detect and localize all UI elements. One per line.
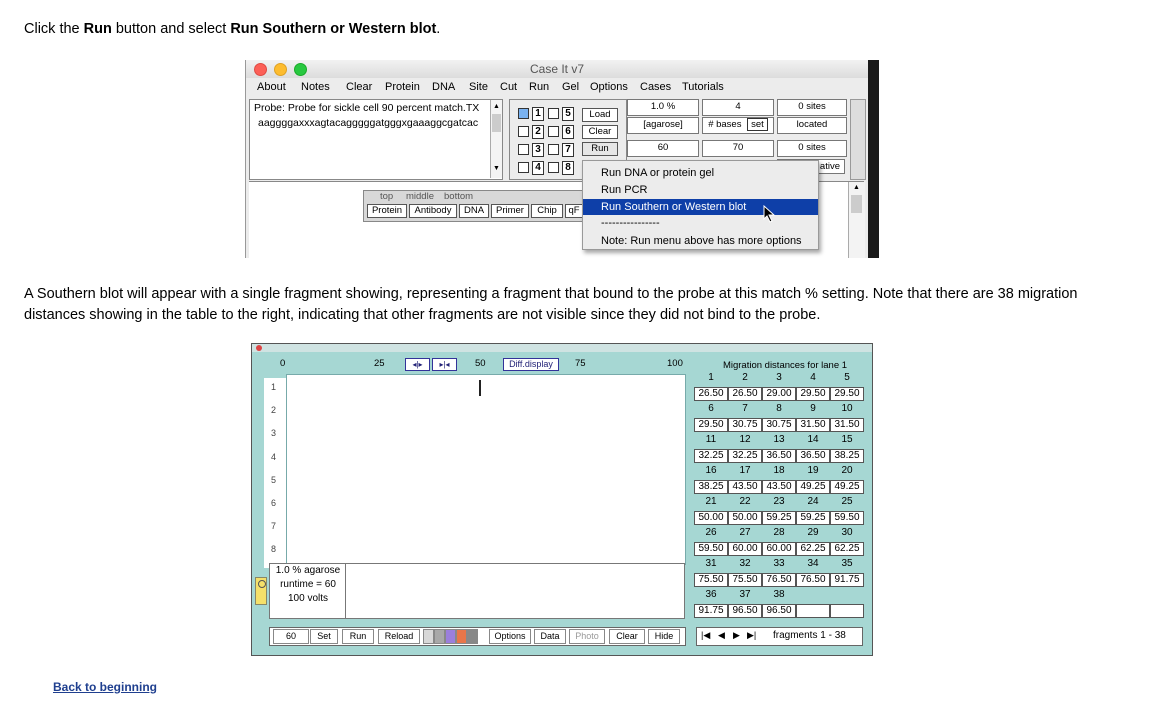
photo-button[interactable]: Photo: [569, 629, 605, 644]
clear-button[interactable]: Clear: [609, 629, 645, 644]
notes-area[interactable]: [345, 563, 685, 619]
ruler-tick: 0: [280, 358, 286, 369]
lane-checkbox-7[interactable]: [548, 144, 559, 155]
migration-distance-cell[interactable]: 30.75: [728, 418, 762, 432]
tab-middle[interactable]: middle: [406, 191, 434, 202]
probe-sequence: aaggggaxxxagtacagggggatgggxgaaaggcgatcac: [258, 117, 479, 129]
bases-set-button[interactable]: set: [747, 118, 768, 131]
load-button[interactable]: Load: [582, 108, 618, 122]
run-info-panel: [269, 563, 347, 619]
migration-distance-cell[interactable]: 59.50: [694, 542, 728, 556]
lane-label: 8: [271, 544, 277, 554]
lane-label: 7: [271, 521, 277, 531]
fragment-index: 10: [841, 403, 853, 414]
instruction-text: Click the: [24, 21, 84, 37]
fragments-label: fragments 1 - 38: [773, 630, 846, 641]
window-title: Case It v7: [529, 62, 585, 76]
color-swatch-gray2[interactable]: [467, 629, 478, 644]
lane-checkbox-1[interactable]: [518, 108, 529, 119]
migration-distance-cell[interactable]: 49.25: [796, 480, 830, 494]
menu-clear[interactable]: Clear: [346, 81, 373, 93]
ruler-tick: 50: [475, 358, 486, 369]
blot-titlebar: [252, 344, 872, 352]
lane-number: 3: [532, 143, 544, 157]
fragment-index: 2: [742, 372, 748, 383]
expand-icon[interactable]: ◂|▸: [405, 358, 430, 371]
lane-checkbox-2[interactable]: [518, 126, 529, 137]
fragment-index: 8: [776, 403, 782, 414]
close-icon[interactable]: [256, 345, 262, 351]
runtime-info: runtime = 60: [280, 579, 336, 590]
fragment-index: 13: [773, 434, 785, 445]
menu-dna[interactable]: DNA: [432, 81, 456, 93]
menu-cut[interactable]: Cut: [500, 81, 518, 93]
ruler-tick: 100: [667, 358, 683, 369]
runtime-input[interactable]: 60: [273, 629, 309, 644]
migration-distance-cell[interactable]: 59.25: [796, 511, 830, 525]
probe-panel: [249, 99, 503, 180]
window-titlebar: [246, 60, 868, 78]
run-button[interactable]: Run: [342, 629, 374, 644]
migration-distance-cell[interactable]: 60.00: [762, 542, 796, 556]
migration-distance-cell[interactable]: 59.25: [762, 511, 796, 525]
fragment-index: 22: [739, 496, 751, 507]
fragment-index: 19: [807, 465, 819, 476]
thermometer-icon[interactable]: [255, 577, 267, 605]
fragment-index: 34: [807, 558, 819, 569]
fragment-index: 33: [773, 558, 785, 569]
migration-distance-cell[interactable]: [796, 604, 830, 618]
fragment-index: 6: [708, 403, 714, 414]
instruction-text: button and select: [111, 21, 231, 37]
lane-checkbox-6[interactable]: [548, 126, 559, 137]
migration-distance-cell[interactable]: 31.50: [796, 418, 830, 432]
menu-cases[interactable]: Cases: [640, 81, 672, 93]
migration-table: [694, 372, 866, 622]
migration-distance-cell[interactable]: 76.50: [762, 573, 796, 587]
fragment-index: 24: [807, 496, 819, 507]
fragment-index: 15: [841, 434, 853, 445]
migration-distance-cell[interactable]: 75.50: [694, 573, 728, 587]
migration-distance-cell[interactable]: 96.50: [728, 604, 762, 618]
lane-number: 2: [532, 125, 544, 139]
lane-checkbox-4[interactable]: [518, 162, 529, 173]
migration-distance-cell[interactable]: 26.50: [728, 387, 762, 401]
fragment-index: 25: [841, 496, 853, 507]
fragment-index: 29: [807, 527, 819, 538]
fragment-index: 37: [739, 589, 751, 600]
lane-number: 5: [562, 107, 574, 121]
fragment-index: 3: [776, 372, 782, 383]
fragment-nav: [696, 627, 863, 646]
fragment-index: 20: [841, 465, 853, 476]
migration-distance-cell[interactable]: 32.25: [728, 449, 762, 463]
menu-site[interactable]: Site: [469, 81, 488, 93]
migration-distance-cell[interactable]: 32.25: [694, 449, 728, 463]
agarose-label: [agarose]: [627, 117, 699, 134]
data-button[interactable]: Data: [534, 629, 566, 644]
instruction-1: [24, 19, 440, 40]
probe-title: Probe: Probe for sickle cell 90 percent match.TX: [254, 102, 480, 114]
migration-distance-cell[interactable]: 96.50: [762, 604, 796, 618]
fragment-index: 1: [708, 372, 714, 383]
mouse-cursor-icon: [763, 205, 777, 223]
lane-number: 1: [532, 107, 544, 121]
sites-value-top: 0 sites: [777, 99, 847, 116]
fragment-index: 5: [844, 372, 850, 383]
color-swatch-orange[interactable]: [456, 629, 467, 644]
minimize-icon[interactable]: [274, 63, 287, 76]
scroll-up-icon[interactable]: ▲: [493, 103, 500, 110]
migration-title: Migration distances for lane 1: [722, 360, 848, 371]
scroll-thumb[interactable]: [492, 114, 501, 132]
next-icon[interactable]: ▶: [733, 630, 740, 640]
hide-button[interactable]: Hide: [648, 629, 680, 644]
run-button[interactable]: Run: [582, 142, 618, 156]
sites-value-bottom: 0 sites: [777, 140, 847, 157]
migration-distance-cell[interactable]: 91.75: [830, 573, 864, 587]
scroll-down-icon[interactable]: ▼: [493, 165, 500, 172]
migration-distance-cell[interactable]: 38.25: [694, 480, 728, 494]
tab-primer[interactable]: Primer: [491, 204, 529, 218]
migration-distance-cell[interactable]: 50.00: [694, 511, 728, 525]
relative-cell-partial[interactable]: ative: [777, 159, 845, 174]
blot-gel-area: [286, 374, 686, 565]
match-percent-value[interactable]: 70: [702, 140, 774, 157]
case-it-window-screenshot: [245, 60, 879, 258]
lane-label: 2: [271, 405, 277, 415]
menu-run[interactable]: Run: [529, 81, 550, 93]
close-icon[interactable]: [254, 63, 267, 76]
color-swatch-gray[interactable]: [423, 629, 434, 644]
menu-tutorials[interactable]: Tutorials: [682, 81, 724, 93]
migration-distance-cell[interactable]: 38.25: [830, 449, 864, 463]
fragment-index: 30: [841, 527, 853, 538]
migration-distance-cell[interactable]: 36.50: [796, 449, 830, 463]
bases-value[interactable]: 4: [702, 99, 774, 116]
migration-distance-cell[interactable]: 29.50: [830, 387, 864, 401]
reload-button[interactable]: Reload: [378, 629, 420, 644]
first-icon[interactable]: |◀: [701, 630, 711, 640]
fragment-index: 11: [705, 434, 717, 445]
zoom-icon[interactable]: [294, 63, 307, 76]
instruction-text: .: [436, 21, 441, 37]
southern-blot-screenshot: [251, 343, 873, 656]
options-button[interactable]: Options: [489, 629, 531, 644]
lane-checkbox-3[interactable]: [518, 144, 529, 155]
window-edge: [868, 60, 879, 258]
tab-qpcr[interactable]: qF: [565, 204, 583, 218]
migration-distance-cell[interactable]: 26.50: [694, 387, 728, 401]
menu-gel[interactable]: Gel: [562, 81, 580, 93]
fragment-index: 27: [739, 527, 751, 538]
fragment-index: 32: [739, 558, 751, 569]
tab-antibody[interactable]: Antibody: [409, 204, 457, 218]
tab-chip[interactable]: Chip: [531, 204, 563, 218]
fragment-index: 18: [773, 465, 785, 476]
migration-distance-cell[interactable]: 43.50: [728, 480, 762, 494]
bases-cell: [702, 117, 774, 134]
fragment-index: 14: [807, 434, 819, 445]
migration-distance-cell[interactable]: 36.50: [762, 449, 796, 463]
fragment-index: 28: [773, 527, 785, 538]
back-to-beginning-link[interactable]: Back to beginning: [53, 680, 158, 694]
prev-icon[interactable]: ◀: [718, 630, 725, 640]
tab-group: [363, 190, 585, 222]
instruction-bold-run: Run: [83, 21, 112, 37]
tab-bottom[interactable]: bottom: [444, 191, 474, 202]
migration-distance-cell[interactable]: 50.00: [728, 511, 762, 525]
fragment-index: 36: [705, 589, 717, 600]
scroll-up-icon[interactable]: ▲: [853, 184, 860, 191]
fragment-index: 23: [773, 496, 785, 507]
menu-notes[interactable]: Notes: [301, 81, 330, 93]
lane-number: 6: [562, 125, 574, 139]
fragment-index: 31: [705, 558, 717, 569]
clear-button[interactable]: Clear: [582, 125, 618, 139]
fragment-index: 12: [739, 434, 751, 445]
lane-number: 8: [562, 161, 574, 175]
lane-checkbox-5[interactable]: [548, 108, 559, 119]
fragment-index: 17: [739, 465, 751, 476]
migration-distance-cell[interactable]: 49.25: [830, 480, 864, 494]
blot-band[interactable]: [479, 380, 481, 396]
migration-distance-cell[interactable]: 59.50: [830, 511, 864, 525]
fragment-index: 26: [705, 527, 717, 538]
menu-about[interactable]: About: [257, 81, 286, 93]
set-button[interactable]: Set: [310, 629, 338, 644]
migration-distance-cell[interactable]: 60.00: [728, 542, 762, 556]
menu-separator: ----------------: [601, 217, 660, 229]
color-swatch-purple[interactable]: [445, 629, 456, 644]
menu-options[interactable]: Options: [590, 81, 628, 93]
fragment-index: 16: [705, 465, 717, 476]
lane-label: 5: [271, 475, 277, 485]
fragment-index: 35: [841, 558, 853, 569]
compress-icon[interactable]: ▸|◂: [432, 358, 457, 371]
migration-distance-cell[interactable]: [830, 604, 864, 618]
migration-distance-cell[interactable]: 31.50: [830, 418, 864, 432]
last-icon[interactable]: ▶|: [747, 630, 757, 640]
migration-distance-cell[interactable]: 75.50: [728, 573, 762, 587]
tab-dna[interactable]: DNA: [459, 204, 489, 218]
migration-distance-cell[interactable]: 62.25: [830, 542, 864, 556]
instruction-2: A Southern blot will appear with a single fragment showing, representing a fragment that bound to the probe at this match % setting. Note that there are 38 migration distances showing in the table to the right, indicating that other fragments are not visible since they did not bind to the probe.: [24, 286, 1078, 323]
lane-label: 6: [271, 498, 277, 508]
menu-item-run-southern-western[interactable]: Run Southern or Western blot: [583, 199, 818, 215]
menu-protein[interactable]: Protein: [385, 81, 420, 93]
fragment-index: 9: [810, 403, 816, 414]
migration-distance-cell[interactable]: 30.75: [762, 418, 796, 432]
run-popup-menu: [582, 160, 819, 250]
ruler-tick: 25: [374, 358, 385, 369]
lane-checkbox-8[interactable]: [548, 162, 559, 173]
fragment-index: 38: [773, 589, 785, 600]
agarose-percent[interactable]: 1.0 %: [627, 99, 699, 116]
lane-number: 7: [562, 143, 574, 157]
lane-labels: [264, 378, 286, 568]
runtime-value[interactable]: 60: [627, 140, 699, 157]
ruler-tick: 75: [575, 358, 586, 369]
volts-info: 100 volts: [287, 593, 329, 604]
migration-distance-cell[interactable]: 76.50: [796, 573, 830, 587]
lane-label: 4: [271, 452, 277, 462]
migration-distance-cell[interactable]: 29.00: [762, 387, 796, 401]
lower-scrollbar[interactable]: [848, 182, 865, 258]
menu-item-run-pcr[interactable]: Run PCR: [601, 184, 648, 196]
diff-display-button[interactable]: Diff.display: [503, 358, 559, 371]
tab-protein[interactable]: Protein: [367, 204, 407, 218]
migration-distance-cell[interactable]: 91.75: [694, 604, 728, 618]
settings-scrollbar[interactable]: [850, 99, 866, 180]
instruction-bold-southern: Run Southern or Western blot: [230, 21, 437, 37]
scroll-thumb[interactable]: [851, 195, 862, 213]
menu-bar: [246, 79, 868, 95]
migration-distance-cell[interactable]: 29.50: [796, 387, 830, 401]
agarose-info: 1.0 % agarose: [275, 565, 341, 576]
lane-label: 1: [271, 382, 277, 392]
migration-distance-cell[interactable]: 62.25: [796, 542, 830, 556]
menu-item-note: Note: Run menu above has more options: [601, 235, 802, 247]
bases-label: # bases: [708, 119, 742, 130]
blot-toolbar: [269, 627, 686, 646]
lane-label: 3: [271, 428, 277, 438]
menu-item-run-gel[interactable]: Run DNA or protein gel: [601, 167, 715, 179]
fragment-index: 4: [810, 372, 816, 383]
fragment-index: 7: [742, 403, 748, 414]
tab-top[interactable]: top: [380, 191, 394, 202]
fragment-index: 21: [705, 496, 717, 507]
lane-number: 4: [532, 161, 544, 175]
color-swatch-darkgray[interactable]: [434, 629, 445, 644]
sites-located-label: located: [777, 117, 847, 134]
migration-distance-cell[interactable]: 43.50: [762, 480, 796, 494]
migration-distance-cell[interactable]: 29.50: [694, 418, 728, 432]
probe-scrollbar[interactable]: [490, 100, 502, 178]
